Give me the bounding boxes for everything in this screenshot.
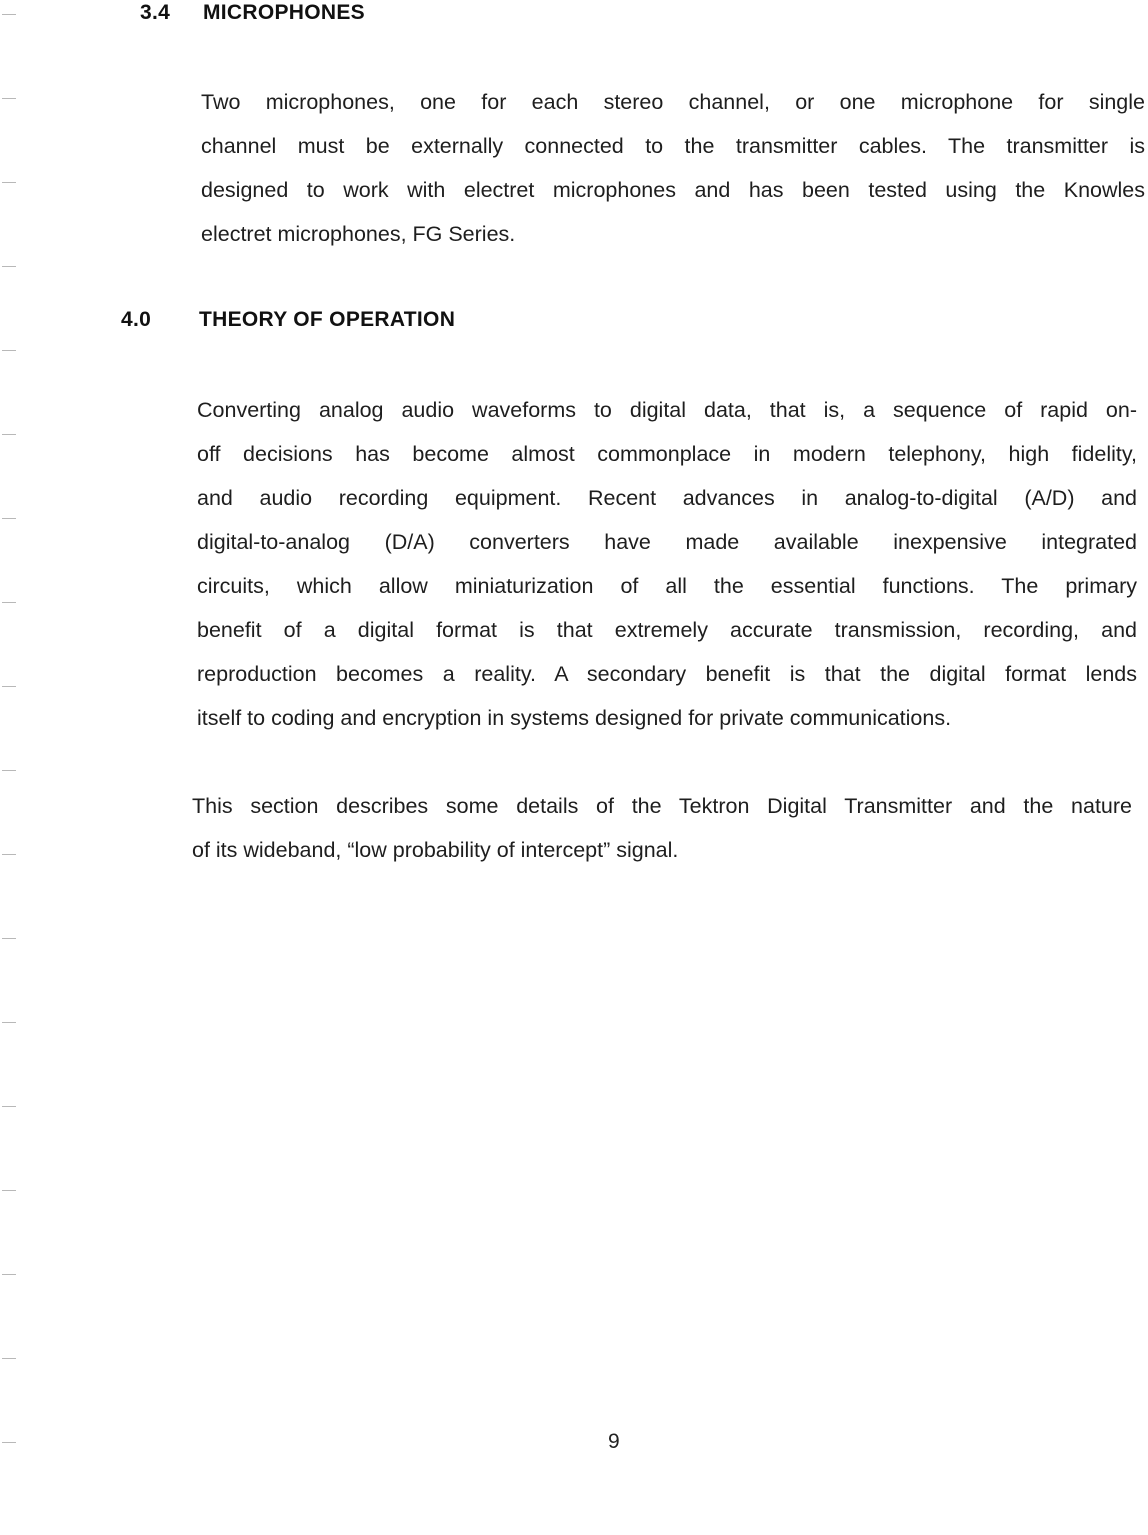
paragraph-line: digital-to-analog (D/A) converters have made available inexpensive integrated	[197, 530, 1137, 554]
margin-mark	[2, 1358, 16, 1359]
paragraph-line: itself to coding and encryption in systems designed for private communications.	[197, 706, 952, 730]
margin-mark	[2, 854, 16, 855]
paragraph-line: Converting analog audio waveforms to digital data, that is, a sequence of rapid on-	[197, 398, 1137, 422]
paragraph-line: circuits, which allow miniaturization of all the essential functions. The primary	[197, 574, 1137, 598]
margin-mark	[2, 602, 16, 603]
margin-mark	[2, 14, 16, 15]
margin-mark	[2, 434, 16, 435]
margin-mark	[2, 98, 16, 99]
paragraph-line: channel must be externally connected to the transmitter cables. The transmitter is	[201, 134, 1145, 158]
margin-mark	[2, 1022, 16, 1023]
margin-mark	[2, 938, 16, 939]
margin-mark	[2, 266, 16, 267]
paragraph-line: benefit of a digital format is that extremely accurate transmission, recording, and	[197, 618, 1137, 642]
paragraph-line: reproduction becomes a reality. A secondary benefit is that the digital format lends	[197, 662, 1137, 686]
paragraph-line: electret microphones, FG Series.	[201, 222, 516, 246]
margin-mark	[2, 518, 16, 519]
margin-mark	[2, 1274, 16, 1275]
margin-mark	[2, 1190, 16, 1191]
microphones-paragraph	[201, 80, 1145, 256]
scan-margin-marks	[0, 0, 20, 1535]
paragraph-line: of its wideband, “low probability of intercept” signal.	[192, 838, 679, 862]
paragraph-line: off decisions has become almost commonplace in modern telephony, high fidelity,	[197, 442, 1137, 466]
margin-mark	[2, 686, 16, 687]
section-4-0-heading	[121, 308, 621, 336]
page-number: 9	[608, 1430, 620, 1453]
paragraph-line: Two microphones, one for each stereo channel, or one microphone for single	[201, 90, 1145, 114]
margin-mark	[2, 770, 16, 771]
paragraph-line: and audio recording equipment. Recent advances in analog-to-digital (A/D) and	[197, 486, 1137, 510]
section-3-4-heading	[140, 1, 540, 29]
margin-mark	[2, 1442, 16, 1443]
section-title: THEORY OF OPERATION	[199, 308, 456, 331]
section-title: MICROPHONES	[203, 1, 365, 24]
margin-mark	[2, 1106, 16, 1107]
margin-mark	[2, 350, 16, 351]
section-number: 3.4	[140, 1, 171, 24]
paragraph-line: designed to work with electret microphones and has been tested using the Knowles	[201, 178, 1145, 202]
paragraph-line: This section describes some details of the Tektron Digital Transmitter and the nature	[192, 794, 1132, 818]
theory-paragraph-2	[192, 784, 1132, 872]
theory-paragraph-1	[197, 388, 1137, 740]
margin-mark	[2, 182, 16, 183]
section-number: 4.0	[121, 308, 152, 331]
